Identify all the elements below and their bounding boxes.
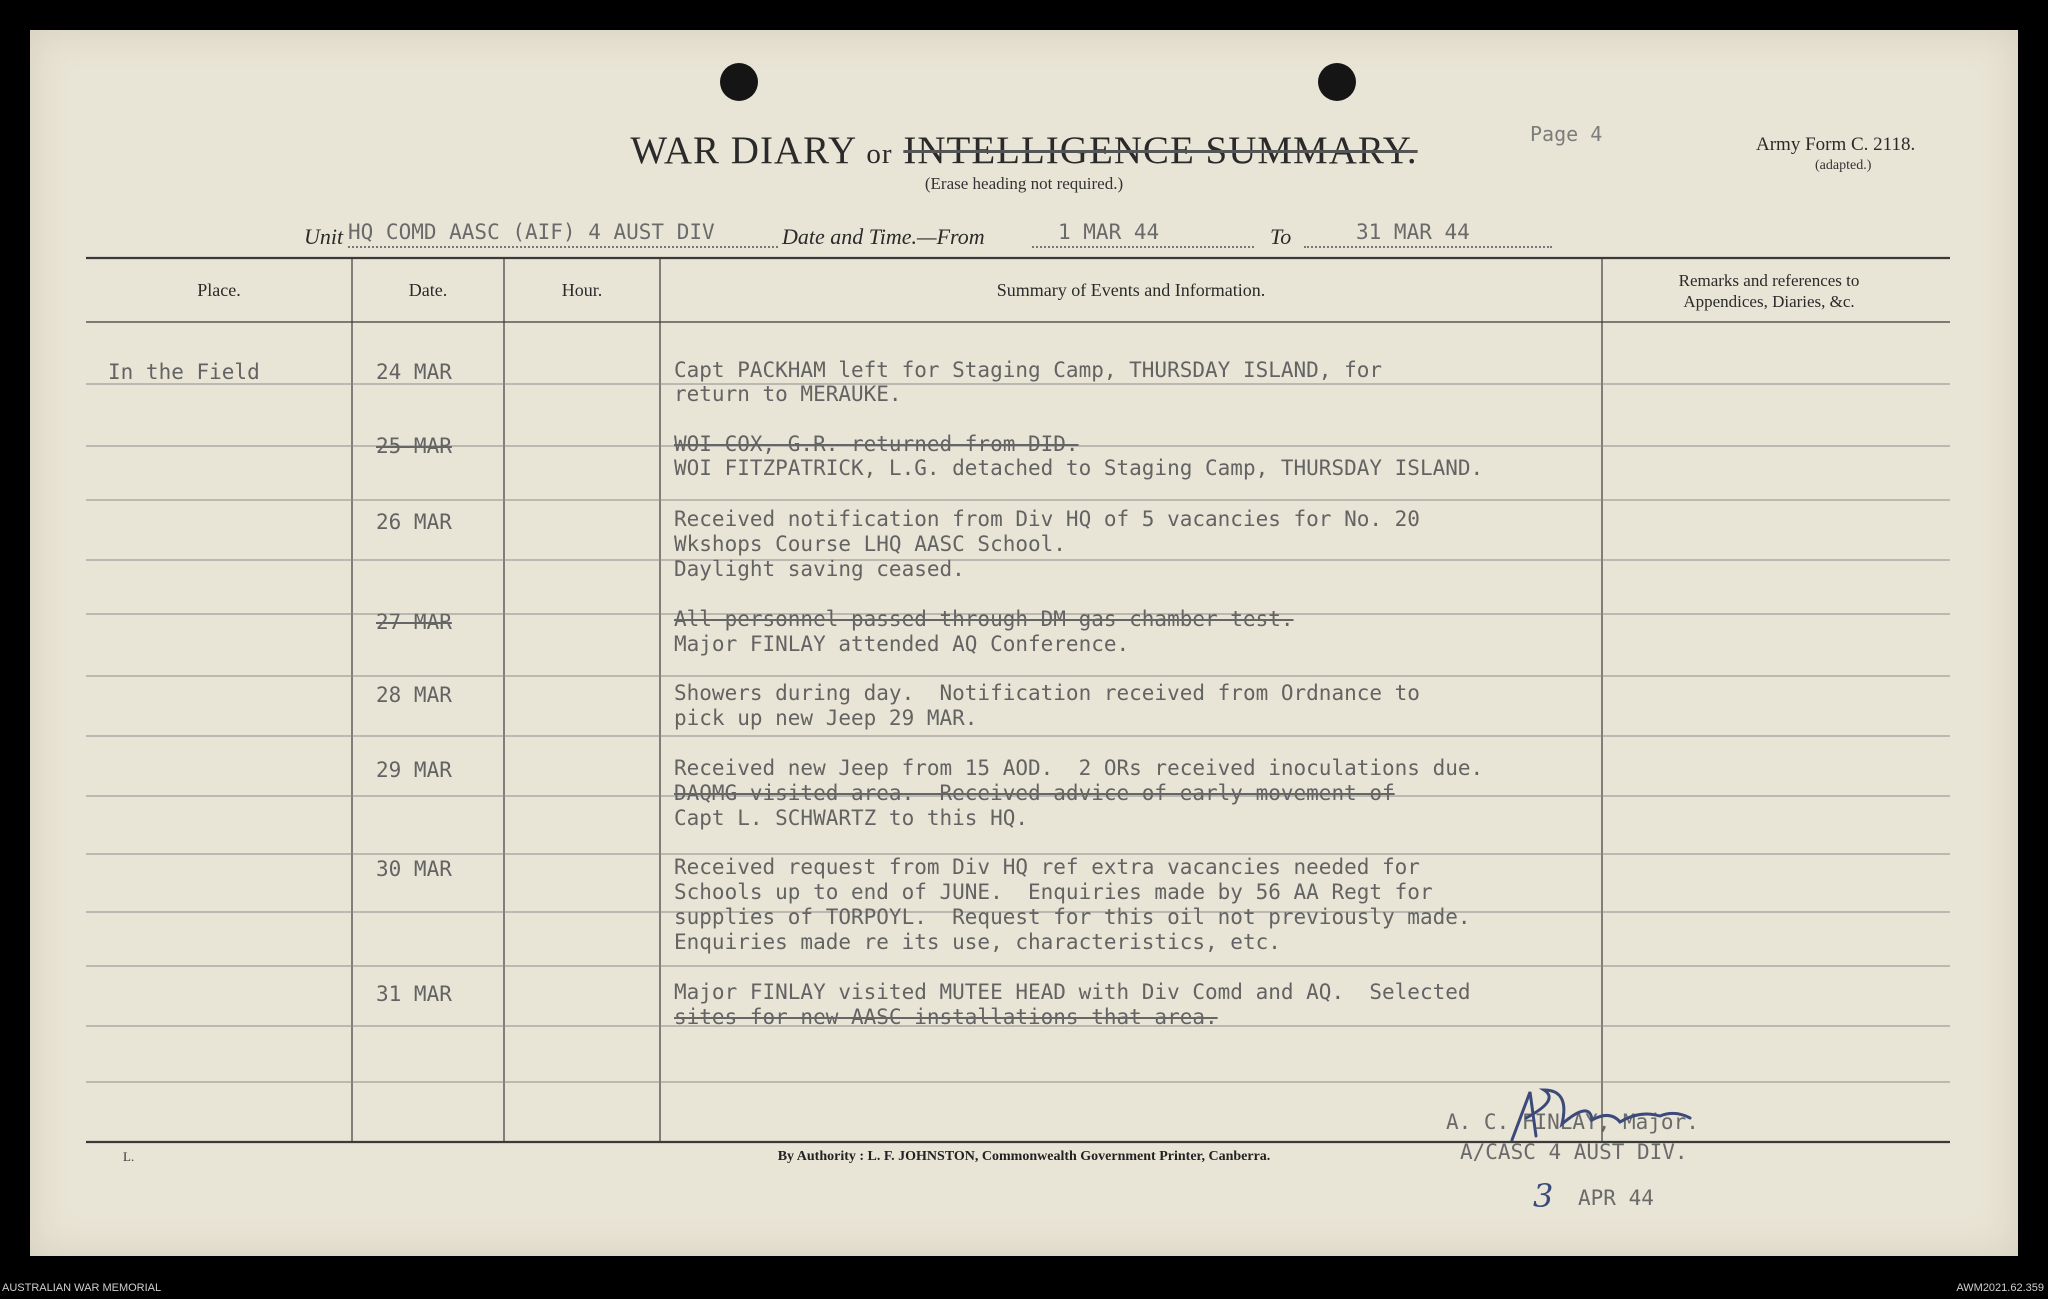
form-title [0,128,2048,173]
archive-reference: AWM2021.62.359 [1956,1282,2044,1294]
remarks-header-line-2: Appendices, Diaries, &c. [1683,292,1855,311]
entry-line: sites for new AASC installations that area. [674,1005,1218,1029]
entry-date: 25 MAR [376,434,452,458]
entry-line: Daylight saving ceased. [674,557,965,581]
entry-line: Major FINLAY attended AQ Conference. [674,632,1130,656]
title-war-diary: WAR DIARY [630,129,856,172]
entry-date: 31 MAR [376,982,452,1006]
entry-line: Capt L. SCHWARTZ to this HQ. [674,806,1029,830]
entry-line: pick up new Jeep 29 MAR. [674,706,978,730]
army-form-adapted: (adapted.) [1815,158,1872,173]
entry-line: All personnel passed through DM gas chamber test. [674,607,1294,631]
archive-credit: AUSTRALIAN WAR MEMORIAL [2,1282,162,1294]
column-remarks-header [1604,270,1934,312]
from-dotted-line [1032,246,1254,248]
entry-date: 26 MAR [376,510,452,534]
to-label: To [1270,224,1292,249]
signatory-name: A. C. FINLAY, Major. [1446,1110,1699,1134]
form-subtitle: (Erase heading not required.) [924,174,1124,193]
entry-line: return to MERAUKE. [674,382,902,406]
to-dotted-line [1304,246,1552,248]
entry-line: Major FINLAY visited MUTEE HEAD with Div Comd and AQ. Selected [674,980,1471,1004]
entry-line: Showers during day. Notification received from Ordnance to [674,681,1420,705]
signatory-title: A/CASC 4 AUST DIV. [1460,1140,1688,1164]
signature-date: APR 44 [1578,1186,1654,1210]
entry-line: DAQMG visited area. Received advice of early movement of [674,781,1395,805]
entry-date: 27 MAR [376,610,452,634]
column-place-header: Place. [197,280,241,300]
entry-date: 30 MAR [376,857,452,881]
punch-hole [720,63,758,101]
remarks-header-line-1: Remarks and references to [1678,271,1860,290]
entry-line: Wkshops Course LHQ AASC School. [674,532,1066,556]
to-value: 31 MAR 44 [1356,220,1470,244]
entry-line: supplies of TORPOYL. Request for this oil not previously made. [674,905,1471,929]
entry-date: 29 MAR [376,758,452,782]
entry-line: Received new Jeep from 15 AOD. 2 ORs received inoculations due. [674,756,1484,780]
entry-date: 24 MAR [376,360,452,384]
column-hour-header: Hour. [561,280,603,300]
title-intelligence-summary: INTELLIGENCE SUMMARY. [903,129,1418,172]
entry-date: 28 MAR [376,683,452,707]
unit-label: Unit [304,224,344,249]
punch-hole [1318,63,1356,101]
entry-line: Capt PACKHAM left for Staging Camp, THURSDAY ISLAND, for [674,358,1383,382]
printer-authority: By Authority : L. F. JOHNSTON, Commonwealth Government Printer, Canberra. [777,1149,1271,1164]
column-summary-header: Summary of Events and Information. [996,280,1266,300]
unit-dotted-line [348,246,778,248]
form-footer-mark: L. [123,1149,135,1164]
entry-line: Schools up to end of JUNE. Enquiries made by 56 AA Regt for [674,880,1433,904]
entry-line: Enquiries made re its use, characteristics, etc. [674,930,1281,954]
entry-line: Received notification from Div HQ of 5 vacancies for No. 20 [674,507,1420,531]
date-time-label: Date and Time.—From [782,224,985,249]
title-or: or [866,138,893,170]
army-form-number: Army Form C. 2118. [1756,134,1916,155]
entry-line: WOI COX, G.R. returned from DID. [674,432,1079,456]
column-date-header: Date. [408,280,448,300]
unit-value: HQ COMD AASC (AIF) 4 AUST DIV [348,220,715,244]
entry-line: WOI FITZPATRICK, L.G. detached to Staging Camp, THURSDAY ISLAND. [674,456,1484,480]
handwritten-day: 3 [1533,1177,1554,1215]
place-value: In the Field [108,360,260,384]
page-number: Page 4 [1530,122,1603,146]
from-value: 1 MAR 44 [1058,220,1160,244]
handwritten-signature [1500,1080,1700,1150]
entry-line: Received request from Div HQ ref extra vacancies needed for [674,855,1420,879]
